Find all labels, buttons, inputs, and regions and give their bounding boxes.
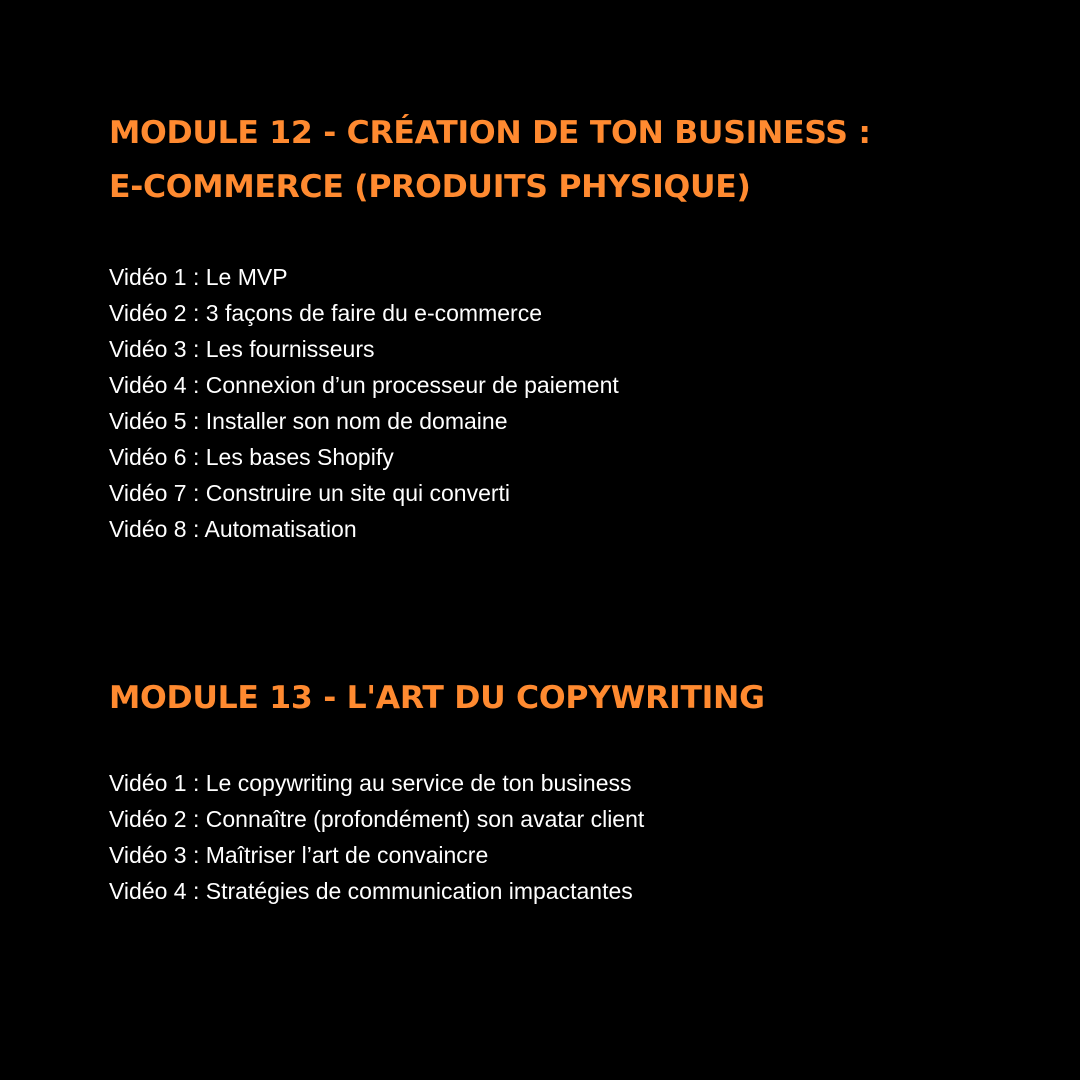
video-list-item: Vidéo 3 : Maîtriser l’art de convaincre xyxy=(109,842,489,868)
video-list-item: Vidéo 5 : Installer son nom de domaine xyxy=(109,408,508,434)
module-12-title-line-2: E-COMMERCE (PRODUITS PHYSIQUE) xyxy=(109,169,751,205)
video-list-item: Vidéo 6 : Les bases Shopify xyxy=(109,444,394,470)
module-13-section xyxy=(109,671,989,909)
module-13-video-list xyxy=(109,765,989,909)
module-12-title-line-1: MODULE 12 - CRÉATION DE TON BUSINESS : xyxy=(109,115,871,151)
video-list-item: Vidéo 8 : Automatisation xyxy=(109,516,357,542)
module-12-section xyxy=(109,106,989,547)
video-list-item: Vidéo 3 : Les fournisseurs xyxy=(109,336,375,362)
video-list-item: Vidéo 4 : Stratégies de communication impactantes xyxy=(109,878,633,904)
video-list-item: Vidéo 4 : Connexion d’un processeur de paiement xyxy=(109,372,619,398)
module-13-title xyxy=(109,671,989,725)
module-12-video-list xyxy=(109,259,989,547)
video-list-item: Vidéo 2 : 3 façons de faire du e-commerce xyxy=(109,300,542,326)
video-list-item: Vidéo 1 : Le copywriting au service de ton business xyxy=(109,770,632,796)
module-13-title-line-1: MODULE 13 - L'ART DU COPYWRITING xyxy=(109,680,765,716)
video-list-item: Vidéo 7 : Construire un site qui converti xyxy=(109,480,511,506)
video-list-item: Vidéo 1 : Le MVP xyxy=(109,264,288,290)
module-12-title xyxy=(109,106,989,214)
video-list-item: Vidéo 2 : Connaître (profondément) son avatar client xyxy=(109,806,645,832)
